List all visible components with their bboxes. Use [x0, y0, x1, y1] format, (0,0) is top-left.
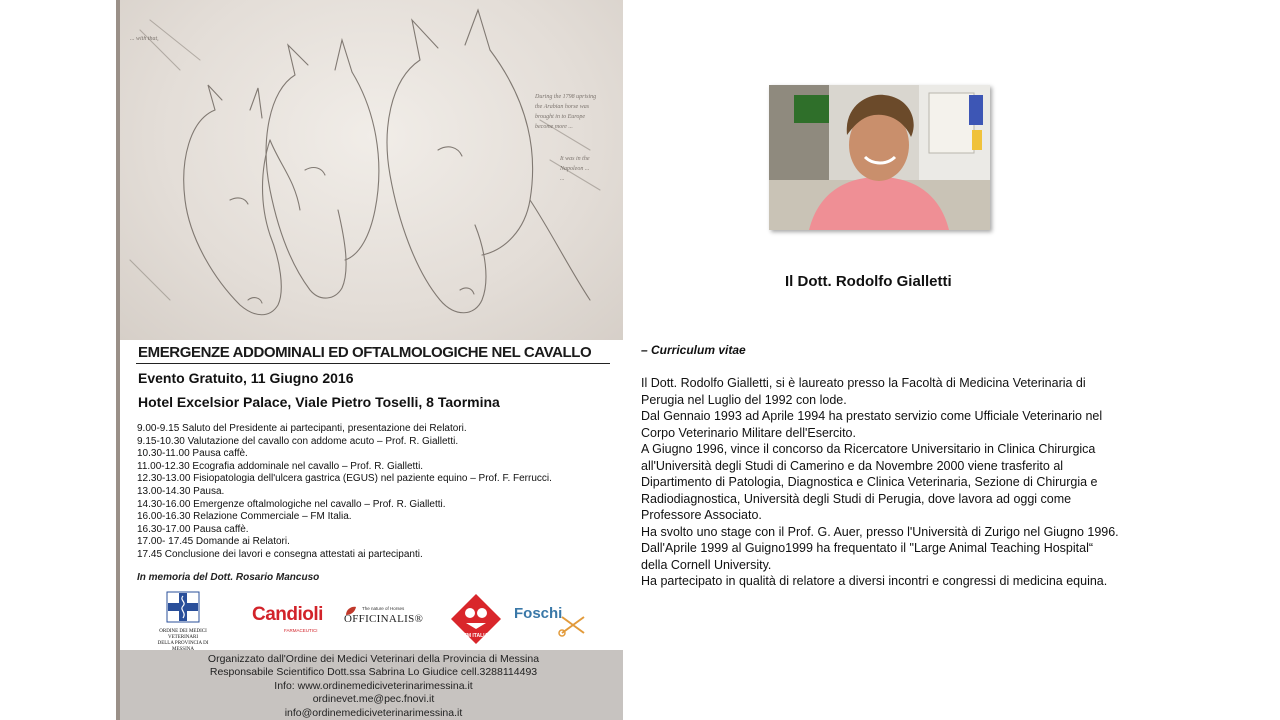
footer-pec-email: ordinevet.me@pec.fnovi.it	[312, 693, 435, 706]
program-item: 10.30-11.00 Pausa caffè.	[137, 448, 248, 460]
svg-text:During the 1798 uprising: During the 1798 uprising	[535, 94, 597, 100]
svg-text:...: ...	[560, 176, 565, 182]
officinalis-tagline: The nature of Horses	[362, 606, 405, 611]
ordine-veterinari-logo	[148, 590, 218, 653]
cv-line: all'Università degli Studi di Camerino e da Novembre 2000 viene trasferito al	[641, 458, 1064, 473]
program-item: 13.00-14.30 Pausa.	[137, 485, 225, 497]
event-poster	[116, 0, 623, 720]
cv-line: Professore Associato.	[641, 508, 762, 522]
svg-text:... with that,: ... with that,	[130, 36, 159, 42]
program-item: 16.00-16.30 Relazione Commerciale – FM Italia.	[137, 511, 352, 523]
speaker-portrait-icon	[769, 85, 990, 230]
event-venue: Hotel Excelsior Palace, Viale Pietro Toselli, 8 Taormina	[138, 394, 500, 410]
scissors-icon	[558, 611, 588, 639]
ordine-logo-line1: ORDINE DEI MEDICI VETERINARI	[159, 629, 207, 640]
program-item: 17.45 Conclusione dei lavori e consegna attestati ai partecipanti.	[137, 548, 423, 560]
cv-line: Corpo Veterinario Militare dell'Esercito.	[641, 425, 856, 440]
speaker-name: Il Dott. Rodolfo Gialletti	[785, 273, 952, 290]
caduceus-cross-icon	[165, 590, 201, 624]
title-divider	[136, 363, 610, 364]
program-item: 11.00-12.30 Ecografia addominale nel cavallo – Prof. R. Gialletti.	[137, 460, 424, 472]
foschi-logo-text: Foschi	[514, 605, 563, 622]
svg-text:Napoleon ...: Napoleon ...	[560, 166, 590, 172]
officinalis-logo	[344, 608, 423, 625]
officinalis-logo-text: OFFICINALIS®	[344, 613, 424, 625]
event-date: Evento Gratuito, 11 Giugno 2016	[138, 370, 354, 386]
cv-text	[641, 375, 1121, 590]
cv-line: della Cornell University.	[641, 557, 772, 572]
ordine-logo-line2: DELLA PROVINCIA DI	[157, 641, 209, 646]
svg-text:It was in the: It was in the	[560, 156, 590, 162]
poster-footer	[120, 650, 623, 720]
sponsor-logos	[120, 590, 623, 650]
svg-text:become more ...: become more ...	[535, 124, 573, 130]
svg-text:the Arabian horse was: the Arabian horse was	[535, 104, 590, 110]
cv-line: Ha partecipato in qualità di relatore a diversi incontri e congressi di medicina equina.	[641, 574, 1108, 588]
cv-line: Dipartimento di Patologia, Diagnostica e Clinica Veterinaria, Sezione di Chirurgia e	[641, 475, 1098, 489]
fm-italia-logo	[450, 593, 502, 645]
memorial-note: In memoria del Dott. Rosario Mancuso	[137, 572, 320, 583]
candioli-logo	[252, 604, 323, 633]
footer-organizer: Organizzato dall'Ordine dei Medici Veterinari della Provincia di Messina	[207, 653, 540, 665]
program-item: 12.30-13.00 Fisiopatologia dell'ulcera gastrica (EGUS) nel paziente equino – Prof. F. Ferrucci.	[137, 473, 552, 485]
footer-scientific-lead: Responsabile Scientifico Dott.ssa Sabrina Lo Giudice cell.3288114493	[209, 666, 538, 679]
horse-sketch-icon	[120, 0, 623, 340]
program-item: 9.15-10.30 Valutazione del cavallo con addome acuto – Prof. R. Gialletti.	[137, 435, 459, 447]
poster-title: EMERGENZE ADDOMINALI ED OFTALMOLOGICHE NEL CAVALLO	[138, 344, 592, 361]
program-item: 9.00-9.15 Saluto del Presidente ai partecipanti, presentazione dei Relatori.	[137, 423, 467, 434]
leaf-icon	[344, 605, 358, 617]
footer-website: Info: www.ordinemediciveterinarimessina.it	[274, 679, 473, 692]
cv-line: Dal Gennaio 1993 ad Aprile 1994 ha prestato servizio come Ufficiale Veterinario nel	[641, 409, 1103, 423]
cv-line: Dall'Aprile 1999 al Guigno1999 ha frequentato il "Large Animal Teaching Hospital“	[641, 541, 1094, 555]
footer-info-email: info@ordinemediciveterinarimessina.it	[284, 706, 463, 719]
cv-heading: – Curriculum vitae	[641, 343, 746, 357]
fm-italia-logo-text: FM ITALIA	[463, 633, 489, 639]
cv-line: Il Dott. Rodolfo Gialletti, si è laureato presso la Facoltà di Medicina Veterinaria di	[641, 376, 1086, 390]
foschi-logo	[514, 605, 562, 623]
program-item: 16.30-17.00 Pausa caffè.	[137, 523, 249, 535]
fm-italia-diamond-icon	[450, 593, 502, 645]
program-item: 17.00- 17.45 Domande ai Relatori.	[137, 536, 290, 548]
svg-text:brought in to Europe: brought in to Europe	[535, 114, 586, 120]
speaker-photo	[769, 85, 990, 230]
horse-sketch-illustration	[120, 0, 623, 340]
program-item: 14.30-16.00 Emergenze oftalmologiche nel cavallo – Prof. R. Gialletti.	[137, 498, 446, 510]
cv-line: Ha svolto uno stage con il Prof. G. Auer, presso l'Università di Zurigo nel Giugno 1996.	[641, 524, 1119, 539]
program-list	[137, 423, 617, 562]
cv-line: Radiodiagnostica, Università degli Studi di Perugia, dove lavora ad oggi come	[641, 491, 1072, 506]
candioli-logo-sub: FARMACEUTICI	[284, 628, 318, 633]
cv-line: Perugia nel Luglio del 1992 con lode.	[641, 392, 847, 407]
candioli-logo-text: Candioli	[252, 604, 323, 625]
cv-line: A Giugno 1996, vince il concorso da Ricercatore Universitario in Clinica Chirurgica	[641, 442, 1096, 456]
